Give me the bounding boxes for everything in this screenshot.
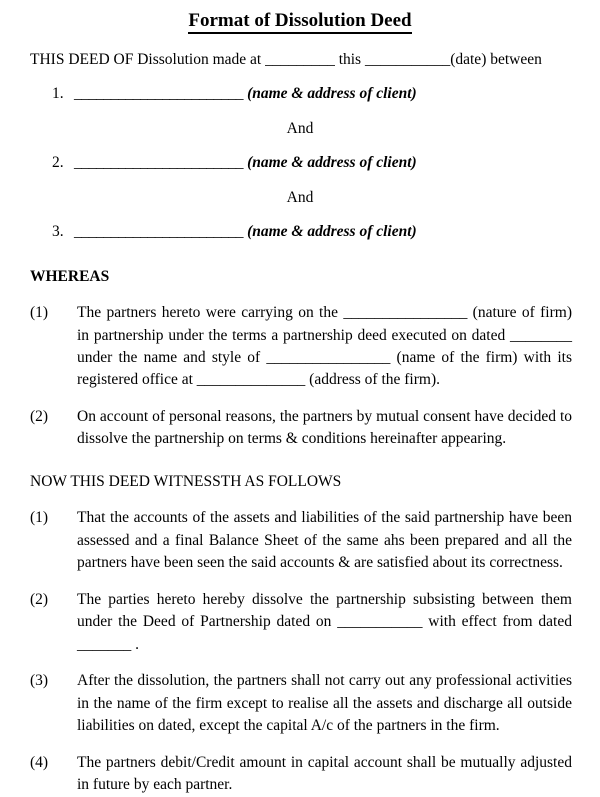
clause-number: (4): [30, 753, 49, 771]
clause-text: That the accounts of the assets and liabilities of the said partnership have been assessed and a final Balance Sheet of the same ahs been prepared and all the partners have been seen the said accounts & are satisfied about its correctness.: [77, 509, 572, 572]
witnesseth-clause-3: [0, 670, 600, 737]
party-note: (name & address of client): [247, 85, 417, 103]
list-item: [0, 221, 600, 243]
page-title: [0, 10, 600, 33]
parties-connector: [0, 187, 600, 209]
document-page: [0, 10, 600, 794]
witnesseth-heading: NOW THIS DEED WITNESSTH AS FOLLOWS: [30, 472, 342, 490]
parties-list: [0, 83, 600, 243]
witnesseth-clause-4: [0, 752, 600, 797]
clause-number: (2): [30, 590, 49, 608]
party-number: 1.: [52, 85, 64, 103]
party-note: (name & address of client): [247, 154, 417, 172]
parties-connector-label: And: [286, 119, 314, 137]
witnesseth-clause-2: [0, 589, 600, 656]
list-item: [0, 152, 600, 174]
clause-number: (3): [30, 672, 49, 690]
whereas-heading: WHEREAS: [30, 267, 110, 285]
deed-intro-paragraph: THIS DEED OF Dissolution made at _________ this ___________(date) between: [30, 50, 542, 68]
party-number: 2.: [52, 154, 64, 172]
clause-text: The partners hereto were carrying on the ________________ (nature of firm) in partnership under the terms a partnership deed executed on dated ________ under the name and style of ________________ (name of the firm) with its registered office at ______________ (address of the firm).: [77, 304, 572, 389]
clause-number: (1): [30, 509, 49, 527]
clause-text: The parties hereto hereby dissolve the partnership subsisting between them under the Deed of Partnership dated on ___________ with effect from dated _______ .: [77, 590, 572, 653]
parties-connector-label: And: [286, 188, 314, 206]
list-item: [0, 83, 600, 105]
party-blank-field[interactable]: _______________________: [74, 154, 244, 172]
witnesseth-clause-1: [0, 507, 600, 574]
party-number: 3.: [52, 223, 64, 241]
whereas-clause-2: [0, 406, 600, 451]
whereas-clause-1: [0, 302, 600, 392]
clause-text: The partners debit/Credit amount in capital account shall be mutually adjusted in future by each partner.: [77, 753, 572, 794]
clause-text: On account of personal reasons, the partners by mutual consent have decided to dissolve the partnership on terms & conditions hereinafter appearing.: [77, 407, 572, 448]
party-note: (name & address of client): [247, 223, 417, 241]
clause-number: (1): [30, 304, 49, 322]
parties-connector: [0, 118, 600, 140]
clause-text: After the dissolution, the partners shall not carry out any professional activities in the name of the firm except to realise all the assets and discharge all outside liabilities on dated, except the capital A/c of the partners in the firm.: [77, 672, 572, 735]
party-blank-field[interactable]: _______________________: [74, 85, 244, 103]
party-blank-field[interactable]: _______________________: [74, 223, 244, 241]
clause-number: (2): [30, 407, 49, 425]
page-title-text: Format of Dissolution Deed: [188, 10, 411, 34]
